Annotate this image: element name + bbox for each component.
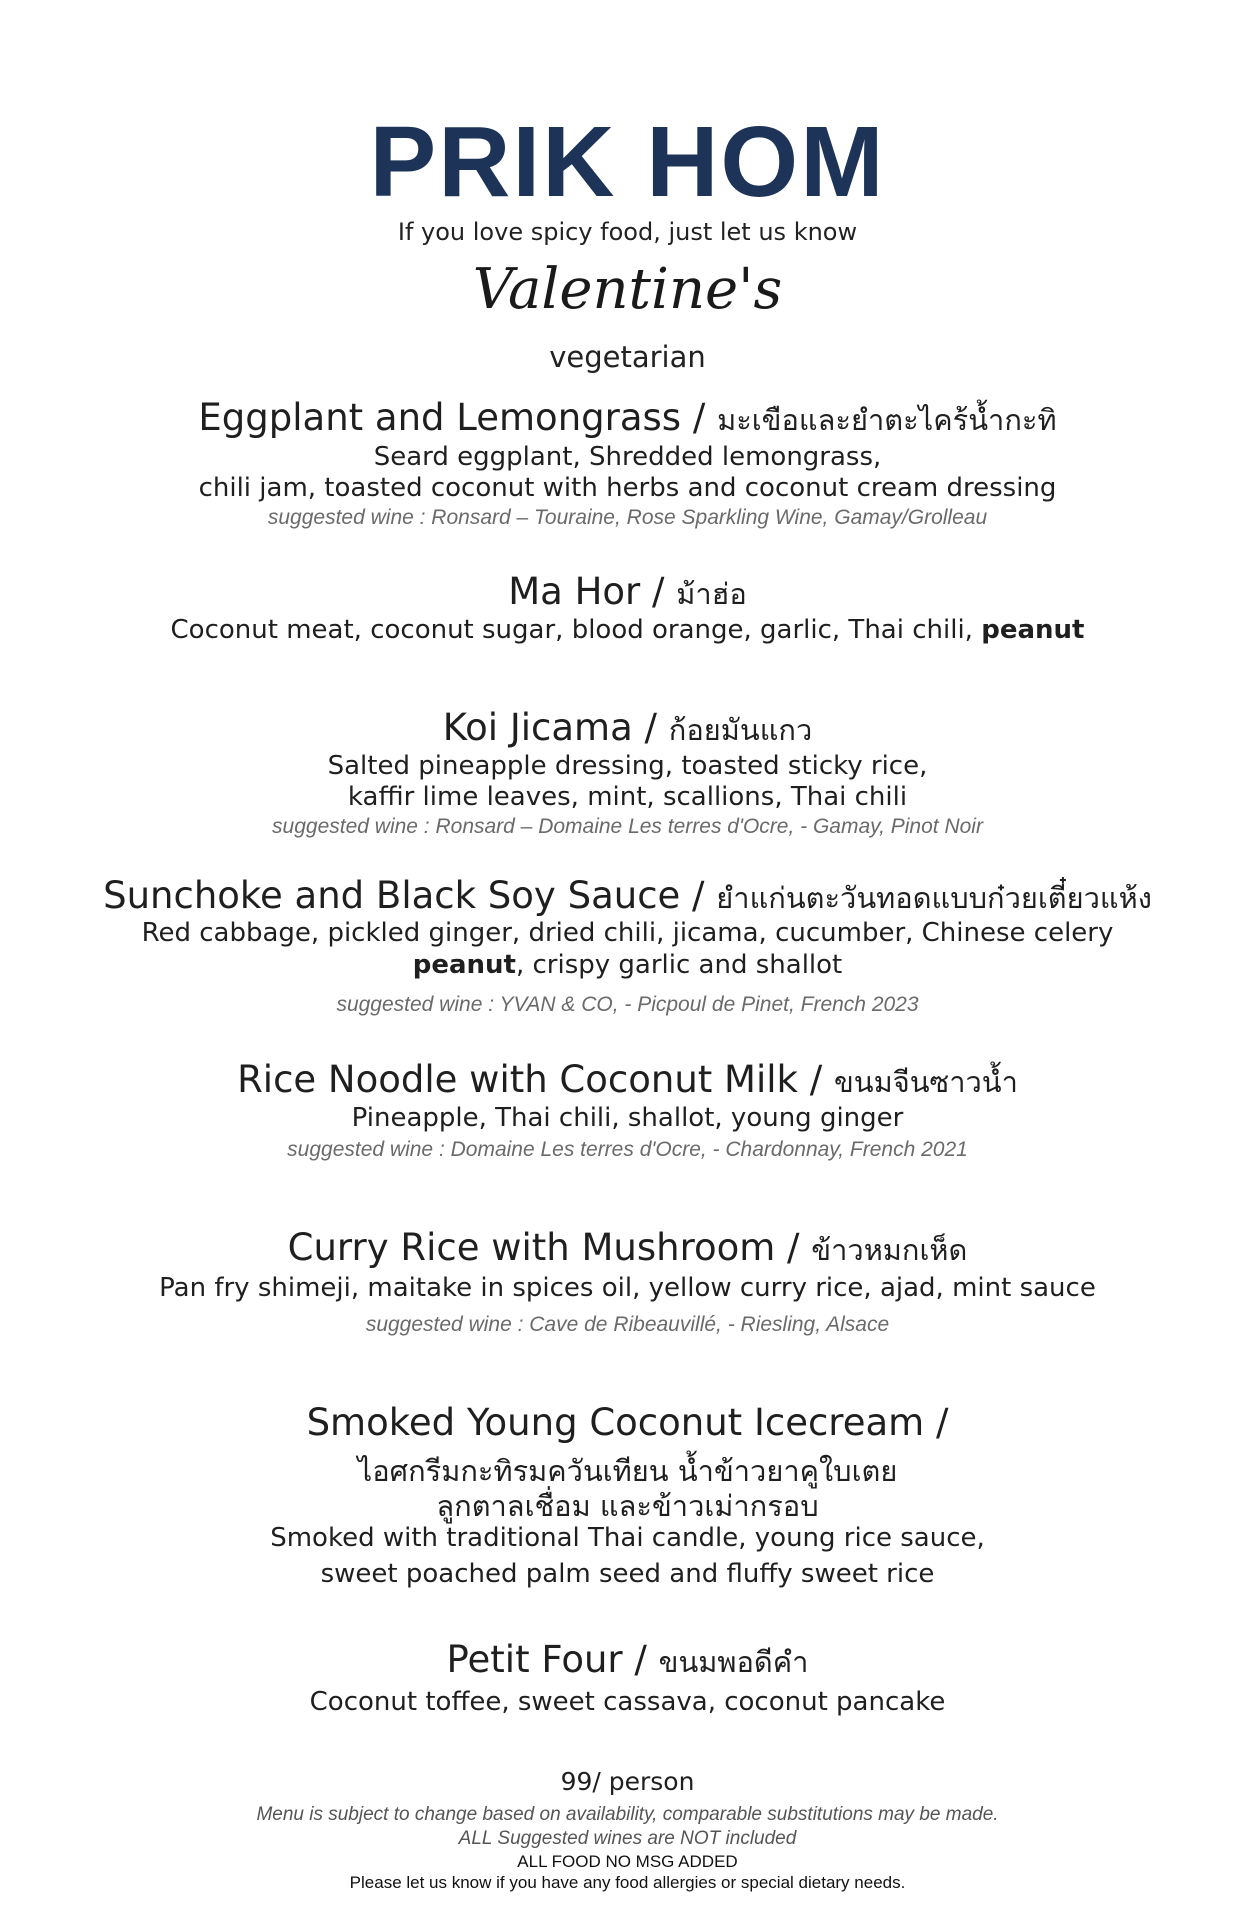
dish-description: Salted pineapple dressing, toasted sticky rice, [327, 751, 928, 781]
dish-description: Pineapple, Thai chili, shallot, young ginger [351, 1103, 904, 1133]
dish-title [0, 708, 1255, 749]
dish-description: sweet poached palm seed and fluffy sweet rice [320, 1559, 935, 1589]
dish-title [0, 572, 1255, 613]
dish-name: Petit Four [446, 1638, 623, 1681]
dish-separator: / [640, 570, 677, 613]
dish-description-text: , crispy garlic and shallot [515, 950, 843, 980]
suggested-wine: suggested wine : Domaine Les terres d'Ocre, - Chardonnay, French 2021 [287, 1138, 968, 1161]
brand-title: PRIK HOM [369, 106, 886, 218]
dish-title [0, 1060, 1255, 1101]
dish-description: kaffir lime leaves, mint, scallions, Thai chili [347, 782, 908, 812]
dish-thai-name: ขนมพอดีคำ [658, 1645, 809, 1679]
dish-name: Curry Rice with Mushroom [287, 1226, 776, 1269]
dish-description: Seard eggplant, Shredded lemongrass, [373, 442, 882, 472]
dish-description [0, 614, 1255, 647]
menu-subtitle: vegetarian [549, 340, 706, 374]
tagline: If you love spicy food, just let us know [397, 218, 858, 246]
dish-title [0, 398, 1255, 439]
allergen-peanut: peanut [981, 615, 1085, 645]
dish-description: Pan fry shimeji, maitake in spices oil, yellow curry rice, ajad, mint sauce [159, 1273, 1096, 1303]
dish-description: Coconut toffee, sweet cassava, coconut pancake [309, 1687, 946, 1717]
msg-note: ALL FOOD NO MSG ADDED [517, 1852, 738, 1871]
dish-separator: / [680, 874, 717, 917]
dish-name: Rice Noodle with Coconut Milk [237, 1058, 798, 1101]
dish-separator: / [797, 1058, 834, 1101]
dish-description: Smoked with traditional Thai candle, young rice sauce, [270, 1523, 985, 1553]
dish-thai-name: ก้อยมันแกว [668, 713, 813, 747]
dish-thai-name: ข้าวหมกเห็ด [811, 1233, 968, 1267]
dish-thai-name: ขนมจีนซาวน้ำ [833, 1065, 1018, 1099]
dish-name: Eggplant and Lemongrass [198, 396, 682, 439]
suggested-wine: suggested wine : Ronsard – Touraine, Rose Sparkling Wine, Gamay/Grolleau [267, 506, 988, 529]
dish-title [0, 1640, 1255, 1681]
dish-description: chili jam, toasted coconut with herbs and coconut cream dressing [198, 473, 1057, 503]
suggested-wine: suggested wine : Cave de Ribeauvillé, - Riesling, Alsace [365, 1313, 890, 1336]
allergen-peanut: peanut [412, 950, 516, 980]
dish-title [0, 1228, 1255, 1269]
price: 99/ person [560, 1767, 695, 1796]
occasion-title: Valentine's [472, 257, 783, 322]
availability-note: Menu is subject to change based on availability, comparable substitutions may be made. [256, 1804, 999, 1825]
dish-separator: / [632, 706, 669, 749]
dish-title [0, 876, 1255, 917]
dish-thai-name: ไอศกรีมกะทิรมควันเทียน น้ำข้าวยาคูใบเตย [357, 1454, 898, 1488]
dish-separator: / [622, 1638, 659, 1681]
dish-thai-name: มะเขือและยำตะไคร้น้ำกะทิ [717, 403, 1057, 437]
dish-thai-name: ลูกตาลเชื่อม และข้าวเม่ากรอบ [436, 1489, 819, 1523]
dish-title: Smoked Young Coconut Icecream / [306, 1401, 949, 1444]
dish-name: Sunchoke and Black Soy Sauce [103, 874, 681, 917]
dish-separator: / [775, 1226, 812, 1269]
dish-description [0, 949, 1255, 982]
dish-thai-name: ยำแก่นตะวันทอดแบบก๋วยเตี๋ยวแห้ง [716, 881, 1152, 915]
dish-description-text: Coconut meat, coconut sugar, blood orange, garlic, Thai chili, [170, 615, 982, 645]
dish-separator: / [681, 396, 718, 439]
suggested-wine: suggested wine : Ronsard – Domaine Les terres d'Ocre, - Gamay, Pinot Noir [272, 815, 983, 838]
allergy-note: Please let us know if you have any food allergies or special dietary needs. [349, 1873, 906, 1892]
dish-description: Red cabbage, pickled ginger, dried chili, jicama, cucumber, Chinese celery [141, 918, 1114, 948]
suggested-wine: suggested wine : YVAN & CO, - Picpoul de Pinet, French 2023 [336, 993, 919, 1016]
dish-name: Koi Jicama [442, 706, 633, 749]
dish-name: Ma Hor [508, 570, 641, 613]
wine-note: ALL Suggested wines are NOT included [458, 1828, 797, 1849]
dish-thai-name: ม้าฮ่อ [676, 577, 747, 611]
